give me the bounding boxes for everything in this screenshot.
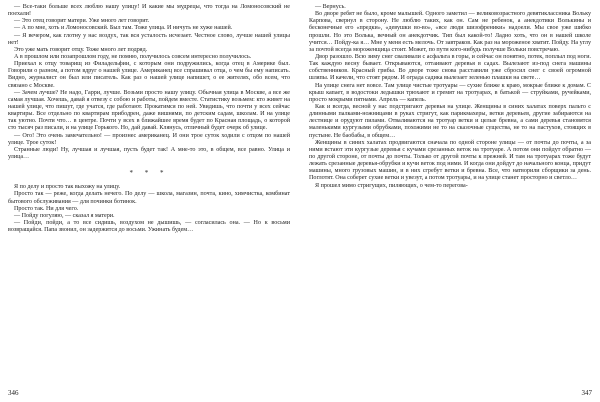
right-paragraph: Как и всегда, весной у нас подстригают деревья на улице. Женщины в синих халатах поверх пальто с длинными палками-ножницами в руках стригут, как парикмахеры, ветки деревьев, другие забираются на лестнице и орудуют пилами. Отваливаются на тротуар ветки и целые бревна, а сами деревья становятся маленькими кургузыми обрубками, похожими не то на сказочные существа, не то на пастухов, стоящих в пустыне. Не баобабы, в общем… bbox=[309, 103, 591, 139]
left-paragraph: — Пойду погуляю, — сказал я матери. bbox=[14, 212, 115, 219]
right-paragraph: — Вернусь. bbox=[315, 4, 346, 10]
left-paragraph: — А по мне, хоть и Ломоносовский. Был там. Тоже улица. И ничуть не хуже нашей. bbox=[14, 25, 233, 32]
left-paragraph: — Пойди, пойди, а то все сидишь, воздухом не дышишь, — согласилась она. — Но к восьми возвращайся. Папа звонил, он задержится до восьми. Ужинать будем… bbox=[8, 219, 290, 234]
left-page-number: 346 bbox=[8, 389, 19, 397]
left-paragraph: Приехал к отцу товарищ из Филадельфии, с которым они подружились, когда отец в Америке был. Говорили о разном, а потом вдруг о нашей улице. Американец все спрашивал отца, о чем бы ему написать. Видно, журналист он был или писатель. Как раз о нашей улице напишет, о ее жителях, обо всем, что связано с Москве. bbox=[8, 61, 290, 89]
left-paragraph: — Это отец говорит матери. Уже много лет говорит. bbox=[14, 18, 150, 25]
left-paragraph: Странные люди! Ну, лучшая и лучшая, пусть будет так! А мне-то это, в общем, все равно. Улица и улица… bbox=[8, 146, 290, 160]
left-paragraph: А в прошлом или позапрошлом году, не помню, получилось совсем интересно получилось. bbox=[14, 53, 252, 60]
left-paragraph: Просто так — реже, когда делать нечего. По делу — школа, магазин, почта, кино, химчистка, комбинат бытового обслуживания — для починки ботинок. bbox=[8, 191, 290, 205]
left-paragraph: Я по делу и просто так выхожу на улицу. bbox=[14, 184, 121, 191]
section-separator: * * * bbox=[129, 169, 169, 178]
right-paragraph: Двор разошло. Всю зиму снег сваливали с асфальта в горы, и сейчас он понятно, потек, поплыл под ноги. Так каждую весну бывает. Открываются, оттаивают деревья в садах. Вылезают из-под снега машины собственников. Красный грибы. Во дворе тоже снова расставили уже сбросил снег с своей огромной шляпы. И качели, что стоят рядом. И ограда садика вылезает зеленью плашки на свете… bbox=[309, 53, 591, 82]
right-paragraph: Во дворе ребят не было, кроме малышей. Одного заметил — великовозрастного девятиклассника Вольку Карпова, свернул в сторону. Не люблю таких, как он. Сам не ребенок, а анекдотики Волькины и бесконечные его «предки», «девушки во-во», «все люди шизофреники» надоели. Мы свое уже шибко прошли. Но это Волька, вечный он анекдотчик. Тип был какой-то! Ладно хоть, что он в нашей школе учится… Пойду-ка я… Мне у меня есть мелочь. От завтраков. Как раз на мороженое хватит. Пойду. На углу за почтой всегда мороженщица стоит. Может, по пути кого-нибудь получше Вольки повстречаю. bbox=[309, 11, 591, 53]
right-paragraph: Я прошел мимо стригущих, пиляющих, о чем-то перегова- bbox=[315, 182, 468, 189]
left-paragraph: Это уже мать говорит отцу. Тоже много лет подряд. bbox=[14, 46, 148, 53]
left-paragraph: — Я вечером, как глотну у нас воздух, так вся усталость исчезает. Честное слово, лучше нашей улицы нет! bbox=[8, 32, 290, 46]
right-paragraph: На улице снега нет вовсе. Там улице чистые тротуары — сухие ближе к краю, мокрые ближе к домам. С крыш капает, в водостоки ледышки трюхают и гремят на тротуарах, в батькой — струйками, ручейками, просто мокрыми пятнами. Апрель — капель. bbox=[309, 82, 591, 103]
right-page bbox=[309, 4, 591, 398]
left-paragraph: — Ого! Это очень замечательно! — произнес американец. И они трое суток ходили с отцом по нашей улице. Трое суток! bbox=[8, 132, 290, 146]
left-paragraph: Просто так. Ни для чего. bbox=[14, 205, 79, 212]
left-page bbox=[8, 4, 290, 398]
left-paragraph: — Все-таки больше всех люблю нашу улицу! И какие мы мудрецы, что тогда на Ломоносовский не поехали! bbox=[8, 4, 290, 18]
right-page-number: 347 bbox=[581, 389, 592, 397]
left-paragraph: — Зачем лучше? Не надо, Гарри, лучше. Возьми просто нашу улицу. Обычная улица в Москве, а все же самая лучшая. Хочешь, давай я отвезу с собою и работы, пойдем вместе. Статистику возьмем: кто живет на нашей улице, что пишут, где учатся, где работают. Прокатимся по ней. Увидишь, что почти у всех сейчас квартиры. Все отдельно по квартирам прибодрен, даже вишнями, по детским садам, школам. И на улице так уютно. Почти что… в центре. Почти у всех в ближайшее время будет по Красная площадь, о которой сто тысяч раз писали, и на улице Горького. Но, дай давай. Клянусь, отличный будет очерк об улице. bbox=[8, 89, 290, 132]
right-paragraph: Женщины в синих халатах продвигаются сначала по одной стороне улицы — от почты до почты, а за ними встают эти кургузые деревья с кучами срезанных веток на тротуаре. А потом они пойдут обратно — по другой стороне, от почты до почты. Только от другой почты к прежней. И там на тротуарах тоже будут лежать срезанные деревья-обрубки и кучи веток под ними. И когда они дойдут до начального конца, придут машины, много грузовых машин, и в них сгребут ветки и бревна. Все, что натворили сборщики за день. Поглотят. Она соберет сухие ветки и увезут, а потом тротуары, и на улице станет просторно и светло… bbox=[309, 139, 591, 182]
